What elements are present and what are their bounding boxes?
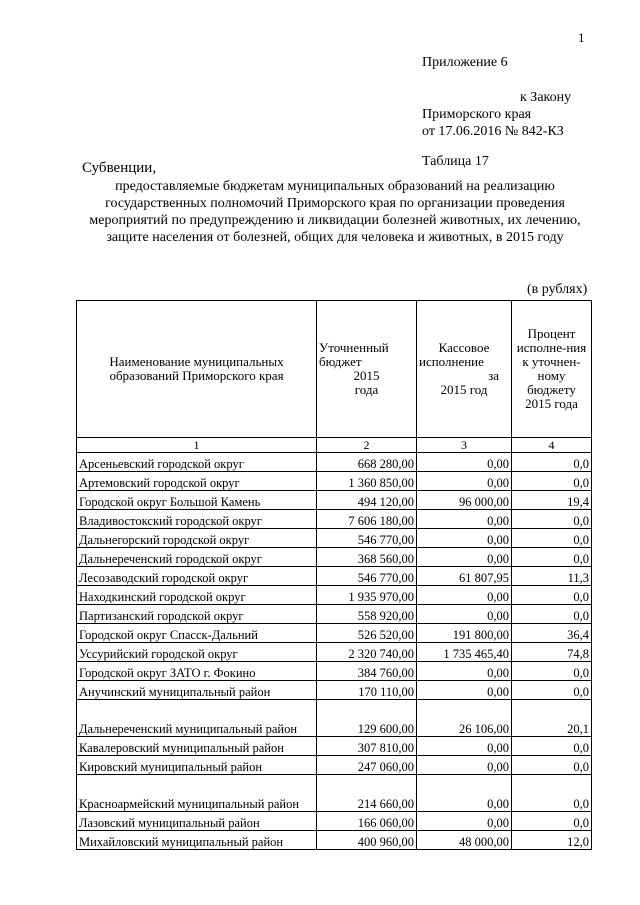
column-header-name	[77, 301, 317, 438]
table-row	[77, 529, 592, 548]
cell-name: Городской округ ЗАТО г. Фокино	[77, 662, 317, 681]
cell-cash: 0,00	[417, 529, 512, 548]
cell-budget: 166 060,00	[317, 812, 417, 831]
cell-percent: 19,4	[512, 491, 592, 510]
cell-cash: 0,00	[417, 737, 512, 756]
column-number: 2	[317, 438, 417, 453]
header-text: 2015 года	[525, 396, 578, 411]
law-reference-line3: от 17.06.2016 № 842-КЗ	[422, 124, 564, 139]
cell-cash: 0,00	[417, 472, 512, 491]
cell-budget: 307 810,00	[317, 737, 417, 756]
cell-cash: 191 800,00	[417, 624, 512, 643]
cell-cash: 96 000,00	[417, 491, 512, 510]
cell-cash: 0,00	[417, 453, 512, 472]
table-header-row	[77, 301, 592, 438]
table-row	[77, 548, 592, 567]
column-number: 3	[417, 438, 512, 453]
column-header-budget	[317, 301, 417, 438]
table-row	[77, 491, 592, 510]
table-row	[77, 624, 592, 643]
cell-percent: 0,0	[512, 812, 592, 831]
cell-percent: 0,0	[512, 737, 592, 756]
table-number: Таблица 17	[422, 154, 489, 169]
cell-name: Артемовский городской округ	[77, 472, 317, 491]
cell-budget: 129 600,00	[317, 700, 417, 737]
header-text: года	[354, 382, 379, 397]
units-label: (в рублях)	[527, 282, 588, 297]
cell-cash: 0,00	[417, 586, 512, 605]
column-header-percent	[512, 301, 592, 438]
header-text: за	[488, 368, 499, 383]
cell-percent: 0,0	[512, 453, 592, 472]
cell-cash: 61 807,95	[417, 567, 512, 586]
table-row	[77, 586, 592, 605]
cell-cash: 0,00	[417, 812, 512, 831]
table-row	[77, 472, 592, 491]
cell-budget: 558 920,00	[317, 605, 417, 624]
cell-percent: 74,8	[512, 643, 592, 662]
cell-name: Городской округ Большой Камень	[77, 491, 317, 510]
header-text: ному	[537, 368, 566, 383]
law-reference-line2: Приморского края	[422, 107, 532, 122]
cell-cash: 0,00	[417, 510, 512, 529]
cell-name: Дальнереченский муниципальный район	[77, 700, 317, 737]
table-row	[77, 510, 592, 529]
column-number: 4	[512, 438, 592, 453]
cell-percent: 0,0	[512, 756, 592, 775]
cell-name: Михайловский муниципальный район	[77, 831, 317, 850]
header-text: Кассовое	[438, 340, 490, 355]
cell-percent: 0,0	[512, 529, 592, 548]
cell-budget: 170 110,00	[317, 681, 417, 700]
cell-budget: 526 520,00	[317, 624, 417, 643]
table-row	[77, 700, 592, 737]
cell-cash: 0,00	[417, 775, 512, 812]
cell-percent: 0,0	[512, 586, 592, 605]
title-intro: Субвенции,	[82, 160, 157, 176]
header-text: Процент	[527, 326, 576, 341]
cell-percent: 0,0	[512, 472, 592, 491]
cell-budget: 1 360 850,00	[317, 472, 417, 491]
page-number: 1	[578, 30, 585, 45]
table-row	[77, 737, 592, 756]
cell-budget: 546 770,00	[317, 567, 417, 586]
cell-budget: 247 060,00	[317, 756, 417, 775]
header-text: 2015 год	[440, 382, 488, 397]
table-row	[77, 756, 592, 775]
cell-name: Кировский муниципальный район	[77, 756, 317, 775]
cell-cash: 48 000,00	[417, 831, 512, 850]
subventions-table	[76, 300, 592, 850]
column-header-cash	[417, 301, 512, 438]
column-number-row	[77, 438, 592, 453]
table-row	[77, 775, 592, 812]
cell-budget: 1 935 970,00	[317, 586, 417, 605]
cell-cash: 0,00	[417, 548, 512, 567]
cell-budget: 2 320 740,00	[317, 643, 417, 662]
header-text: исполне-ния	[516, 340, 587, 355]
cell-budget: 546 770,00	[317, 529, 417, 548]
cell-name: Красноармейский муниципальный район	[77, 775, 317, 812]
header-text: 2015	[353, 368, 380, 383]
document-title: предоставляемые бюджетам муниципальных образований на реализацию государственных полномочий Приморского края по организации проведения мероприятий по предупреждению и ликвидации болезней животных, их лечению, защите населения от болезней, общих для человека и животных, в 2015 году	[89, 179, 581, 245]
cell-cash: 0,00	[417, 662, 512, 681]
cell-percent: 0,0	[512, 510, 592, 529]
table-row	[77, 662, 592, 681]
cell-percent: 0,0	[512, 775, 592, 812]
cell-name: Дальнереченский городской округ	[77, 548, 317, 567]
header-text: Наименование муниципальных	[109, 354, 284, 369]
header-text: образований Приморского края	[109, 368, 284, 383]
cell-cash: 0,00	[417, 756, 512, 775]
cell-budget: 7 606 180,00	[317, 510, 417, 529]
header-text: бюджету	[527, 382, 576, 397]
cell-name: Лесозаводский городской округ	[77, 567, 317, 586]
cell-percent: 11,3	[512, 567, 592, 586]
header-text: Уточненный	[319, 340, 389, 355]
cell-budget: 368 560,00	[317, 548, 417, 567]
header-text: исполнение	[419, 354, 484, 369]
law-reference-line1: к Закону	[520, 90, 572, 105]
table-row	[77, 643, 592, 662]
cell-percent: 0,0	[512, 605, 592, 624]
cell-percent: 20,1	[512, 700, 592, 737]
cell-name: Арсеньевский городской округ	[77, 453, 317, 472]
table-row	[77, 453, 592, 472]
cell-cash: 26 106,00	[417, 700, 512, 737]
cell-name: Владивостокский городской округ	[77, 510, 317, 529]
cell-budget: 494 120,00	[317, 491, 417, 510]
cell-budget: 384 760,00	[317, 662, 417, 681]
cell-percent: 12,0	[512, 831, 592, 850]
cell-budget: 400 960,00	[317, 831, 417, 850]
cell-budget: 668 280,00	[317, 453, 417, 472]
table-row	[77, 831, 592, 850]
cell-percent: 36,4	[512, 624, 592, 643]
cell-budget: 214 660,00	[317, 775, 417, 812]
cell-name: Уссурийский городской округ	[77, 643, 317, 662]
appendix-label: Приложение 6	[422, 55, 508, 70]
cell-cash: 1 735 465,40	[417, 643, 512, 662]
cell-name: Партизанский городской округ	[77, 605, 317, 624]
cell-name: Кавалеровский муниципальный район	[77, 737, 317, 756]
cell-percent: 0,0	[512, 681, 592, 700]
cell-percent: 0,0	[512, 662, 592, 681]
cell-name: Лазовский муниципальный район	[77, 812, 317, 831]
table-row	[77, 605, 592, 624]
cell-cash: 0,00	[417, 681, 512, 700]
header-text: к уточнен-	[522, 354, 581, 369]
column-number: 1	[77, 438, 317, 453]
table-row	[77, 812, 592, 831]
cell-cash: 0,00	[417, 605, 512, 624]
table-row	[77, 567, 592, 586]
cell-name: Городской округ Спасск-Дальний	[77, 624, 317, 643]
cell-name: Дальнегорский городской округ	[77, 529, 317, 548]
cell-percent: 0,0	[512, 548, 592, 567]
header-text: бюджет	[319, 354, 362, 369]
cell-name: Находкинский городской округ	[77, 586, 317, 605]
cell-name: Анучинский муниципальный район	[77, 681, 317, 700]
table-row	[77, 681, 592, 700]
